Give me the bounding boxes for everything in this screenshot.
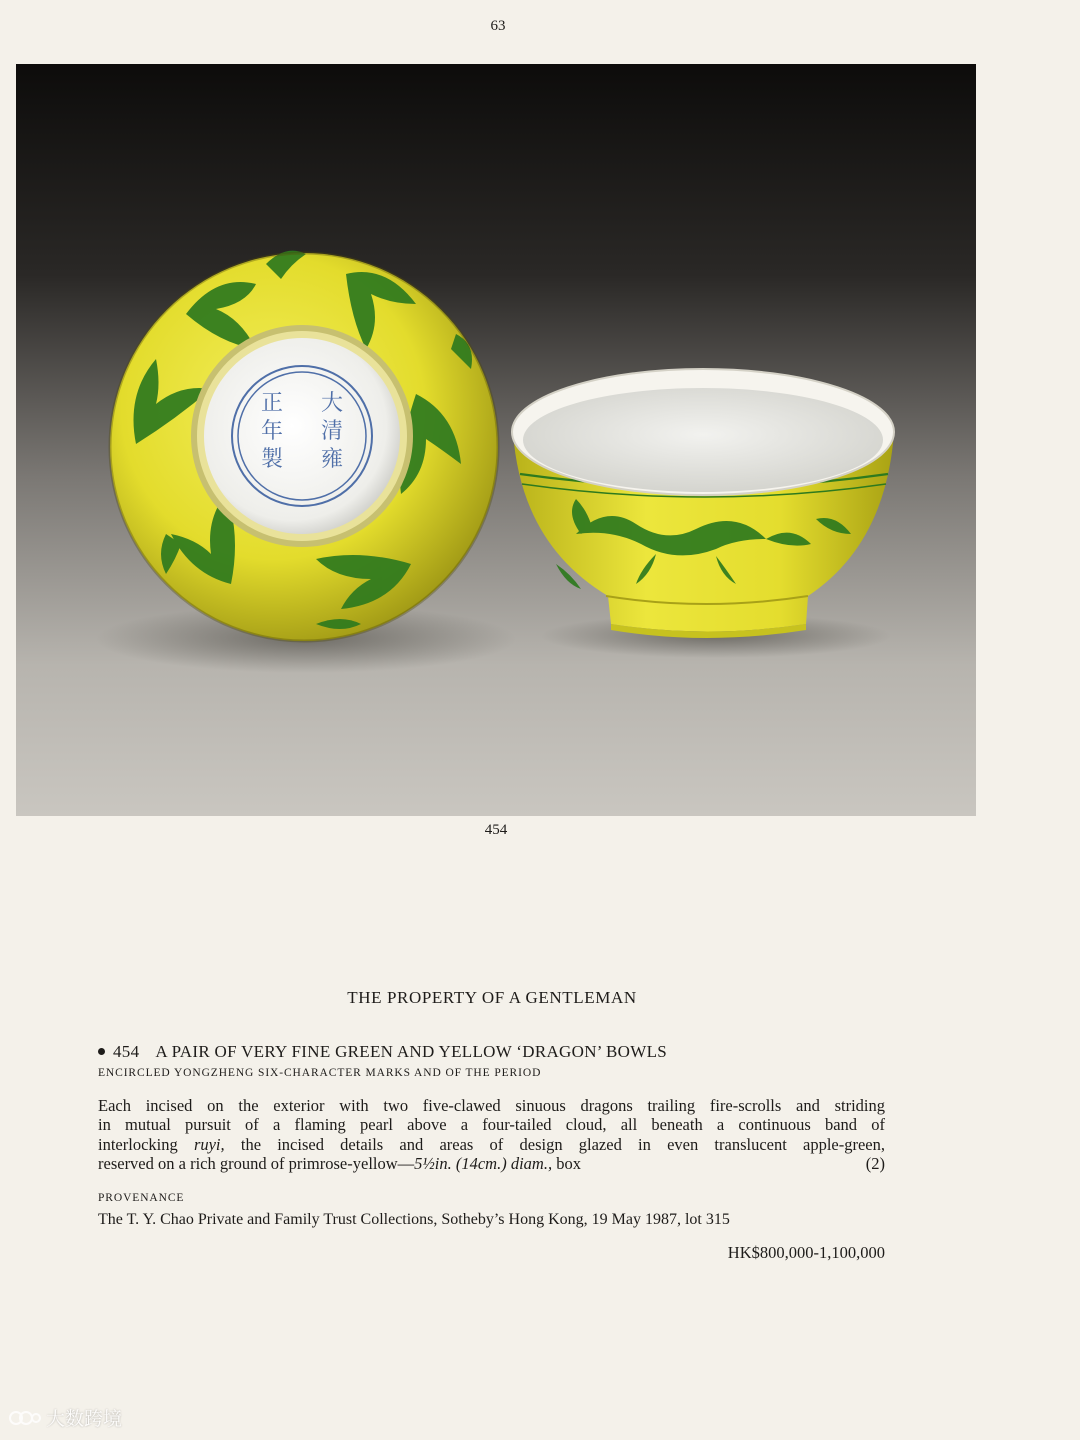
description-italic: ruyi,	[193, 1134, 225, 1154]
bullet-icon	[98, 1048, 105, 1055]
lot-title	[98, 1042, 667, 1062]
photo-caption: 454	[484, 822, 508, 838]
lot-quantity: (2)	[865, 1154, 885, 1174]
lot-number: 454	[113, 1042, 140, 1061]
reign-mark-char: 製	[260, 447, 284, 472]
lot-title-text: A PAIR OF VERY FINE GREEN AND YELLOW ‘DRAGON’ BOWLS	[155, 1042, 668, 1061]
description-line: Each incised on the exterior with two five-clawed sinuous dragons trailing fire-scrolls and striding	[98, 1096, 885, 1115]
description-text: interlocking	[98, 1134, 178, 1154]
provenance-label: PROVENANCE	[98, 1192, 185, 1204]
watermark-text: 大数跨境	[46, 1408, 123, 1430]
watermark-logo-icon	[8, 1407, 42, 1429]
watermark	[8, 1404, 122, 1431]
bowl-base	[204, 338, 400, 534]
reign-mark-char: 清	[320, 419, 344, 444]
description-line: in mutual pursuit of a flaming pearl above a four-tailed cloud, all beneath a continuous band of	[98, 1115, 885, 1135]
reign-mark-char: 年	[260, 419, 284, 444]
lot-description	[98, 1096, 885, 1174]
description-italic: 5½in. (14cm.) diam.,	[414, 1154, 553, 1174]
reign-mark-char: 正	[260, 391, 284, 416]
description-line	[98, 1154, 885, 1173]
reign-mark-char: 雍	[320, 447, 344, 472]
description-line	[98, 1135, 885, 1154]
owner-heading: THE PROPERTY OF A GENTLEMAN	[347, 988, 637, 1007]
lot-photograph	[16, 64, 976, 816]
provenance-text: The T. Y. Chao Private and Family Trust Collections, Sotheby’s Hong Kong, 19 May 1987, lot 315	[98, 1211, 730, 1228]
description-text-part: reserved on a rich ground of primrose-yellow—	[98, 1154, 415, 1174]
description-text	[98, 1154, 581, 1173]
price-estimate: HK$800,000-1,100,000	[727, 1243, 885, 1262]
lot-subtitle: ENCIRCLED YONGZHENG SIX-CHARACTER MARKS AND OF THE PERIOD	[98, 1067, 542, 1079]
description-text-part: box	[556, 1154, 581, 1174]
page-number: 63	[490, 18, 506, 34]
description-text: the incised details and areas of design glazed in even translucent apple-green,	[240, 1134, 885, 1154]
reign-mark-char: 大	[320, 391, 344, 416]
